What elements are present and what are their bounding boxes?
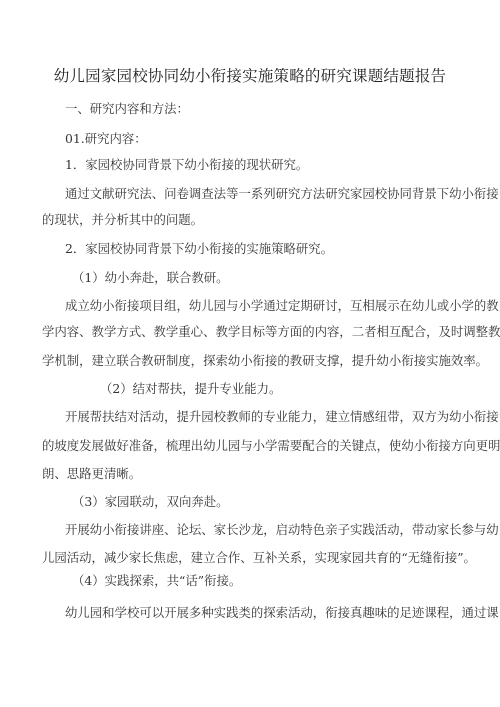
- sub-item-heading-1: （1）幼小奔赴，联合教研。: [72, 270, 229, 285]
- paragraph-line: 幼儿园和学校可以开展多种实践类的探索活动，衔接真趣味的足迹课程，通过课: [65, 605, 499, 620]
- paragraph-line: 成立幼小衔接项目组，幼儿园与小学通过定期研讨，互相展示在幼儿或小学的教: [65, 298, 499, 313]
- paragraph-line: 的现状，并分析其中的问题。: [42, 212, 204, 227]
- document-title: 幼儿园家园校协同幼小衔接实施策略的研究课题结题报告: [53, 67, 447, 85]
- paragraph-line: 通过文献研究法、问卷调查法等一系列研究方法研究家园校协同背景下幼小衔接: [65, 186, 499, 201]
- paragraph-line: 的坡度发展做好准备，梳理出幼儿园与小学需要配合的关键点，使幼小衔接方向更明: [42, 438, 500, 453]
- paragraph-line: 朗、思路更清晰。: [42, 466, 142, 481]
- sub-item-heading-3: （3）家园联动，双向奔赴。: [72, 494, 229, 509]
- paragraph-line: 学内容、教学方式、教学重心、教学目标等方面的内容，二者相互配合，及时调整教: [42, 324, 500, 339]
- paragraph-line: 开展帮扶结对活动，提升园校教师的专业能力，建立情感纽带，双方为幼小衔接: [65, 409, 499, 424]
- sub-item-heading-4: （4）实践探索，共“话”衔接。: [72, 573, 242, 588]
- subsection-heading-content: 01.研究内容：: [65, 131, 147, 146]
- paragraph-line: 学机制，建立联合教研制度，探索幼小衔接的教研支撑，提升幼小衔接实施效率。: [42, 353, 489, 368]
- paragraph-line: 儿园活动，减少家长焦虑，建立合作、互补关系，实现家园共育的“无缝衔接”。: [42, 550, 476, 565]
- paragraph-line: 开展幼小衔接讲座、论坛、家长沙龙，启动特色亲子实践活动，带动家长参与幼: [65, 522, 499, 537]
- item-heading-2: 2．家园校协同背景下幼小衔接的实施策略研究。: [65, 241, 334, 256]
- section-heading-research: 一、研究内容和方法：: [65, 101, 189, 116]
- item-heading-1: 1．家园校协同背景下幼小衔接的现状研究。: [65, 157, 309, 172]
- sub-item-heading-2: （2）结对帮扶，提升专业能力。: [100, 381, 282, 396]
